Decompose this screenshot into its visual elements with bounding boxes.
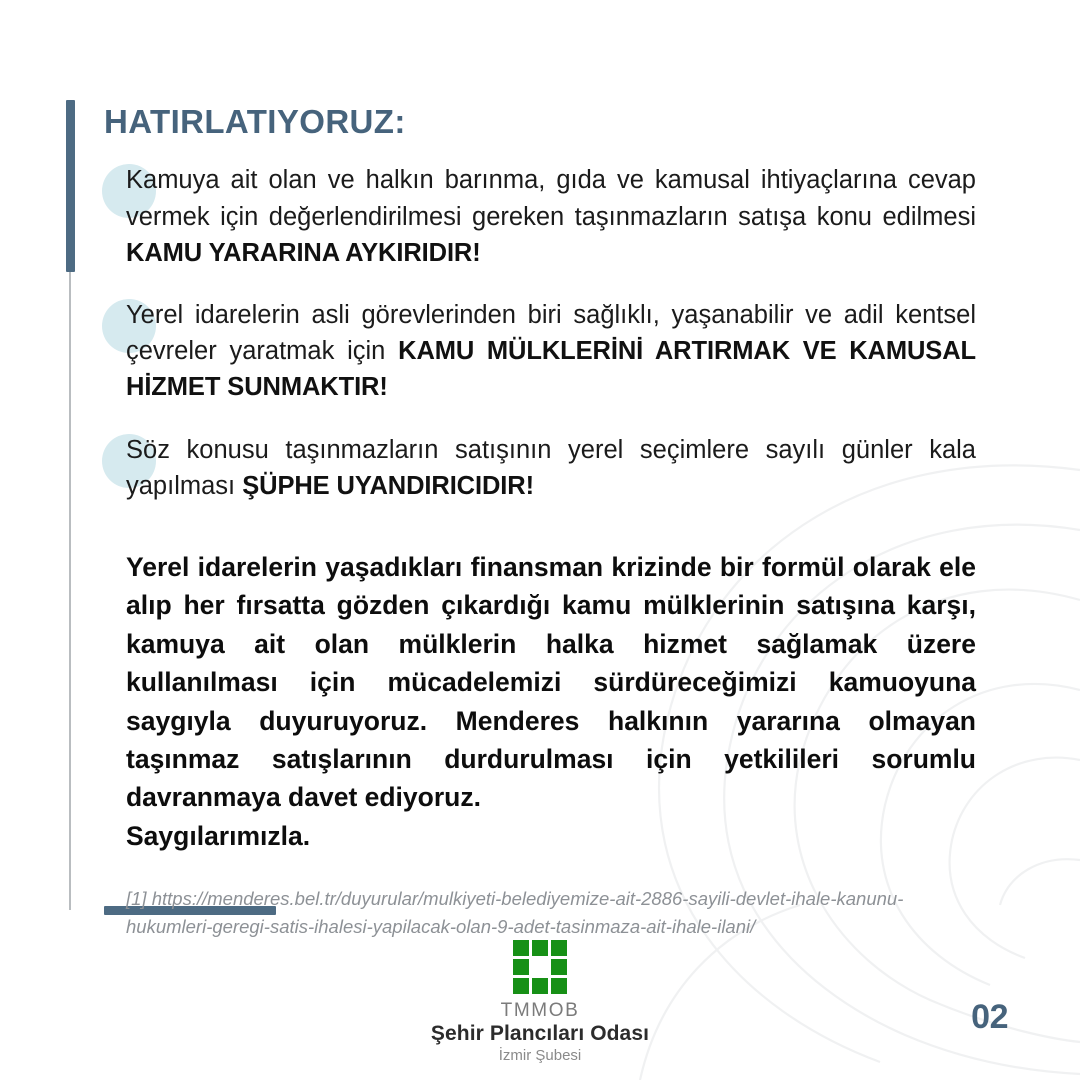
bullet-item (104, 432, 976, 504)
bullet-item (104, 162, 976, 271)
logo-cell (513, 978, 529, 994)
left-accent-bar (66, 100, 75, 272)
statement-paragraph: Yerel idarelerin yaşadıkları finansman krizinde bir formül olarak ele alıp her fırsatta gözden çıkardığı kamu mülklerinin satışına karşı, kamuya ait olan mülklerin halka hizmet sağlamak üzere kullanılması için mücadelemizi sürdüreceğimizi kamuoyuna saygıyla duyuruyoruz. Menderes halkının yararına olmayan taşınmaz satışlarının durdurulması için yetkilileri sorumlu davranmaya davet ediyoruz. (126, 551, 976, 813)
footnote-url[interactable]: https://menderes.bel.tr/duyurular/mulkiyeti-belediyemize-ait-2886-sayili-devlet-ihale-kanunu-hukumleri-geregi-satis-ihalesi-yapilacak-olan-9-adet-tasinmaza-ait-ihale-ilani/ (126, 888, 904, 938)
bullet-item (104, 297, 976, 406)
bullet-normal-text: Yerel idarelerin asli görevlerinden biri sağlıklı, yaşanabilir ve adil kentsel çevreler yaratmak için (126, 300, 976, 366)
bullet-highlight-text: KAMU YARARINA AYKIRIDIR! (126, 238, 481, 267)
content-column (104, 104, 976, 941)
bullet-text (104, 297, 976, 406)
logo-cell (532, 940, 548, 956)
logo-cell (551, 940, 567, 956)
footer-logo (0, 940, 1080, 1065)
page-number: 02 (971, 998, 1008, 1036)
bullet-normal-text: Söz konusu taşınmazların satışının yerel seçimlere sayılı günler kala yapılması (126, 435, 976, 500)
logo-organization-abbr: TMMOB (500, 1000, 580, 1021)
logo-cell (513, 959, 529, 975)
footnote-marker: [1] (126, 888, 147, 910)
logo-cell (551, 959, 567, 975)
bullet-highlight-text: KAMU MÜLKLERİNİ ARTIRMAK VE KAMUSAL HİZMET SUNMAKTIR! (126, 337, 976, 402)
bullet-highlight-text: ŞÜPHE UYANDIRICIDIR! (242, 471, 534, 500)
logo-cell (532, 978, 548, 994)
footnote-reference (104, 885, 976, 941)
logo-cell-center (532, 959, 548, 975)
bullet-text (104, 162, 976, 271)
logo-branch-name: İzmir Şubesi (498, 1047, 582, 1065)
bullet-text (104, 432, 976, 504)
logo-organization-name: Şehir Plancıları Odası (430, 1022, 650, 1045)
logo-cell (551, 978, 567, 994)
logo-cell (513, 940, 529, 956)
closing-line: Saygılarımızla. (126, 820, 311, 851)
page-title: HATIRLATIYORUZ: (104, 103, 406, 140)
bullet-normal-text: Kamuya ait olan ve halkın barınma, gıda ve kamusal ihtiyaçlarına cevap vermek için değerlendirilmesi gereken taşınmazların satışa konu edilmesi (126, 166, 976, 231)
tmmob-logo-icon (513, 940, 567, 994)
